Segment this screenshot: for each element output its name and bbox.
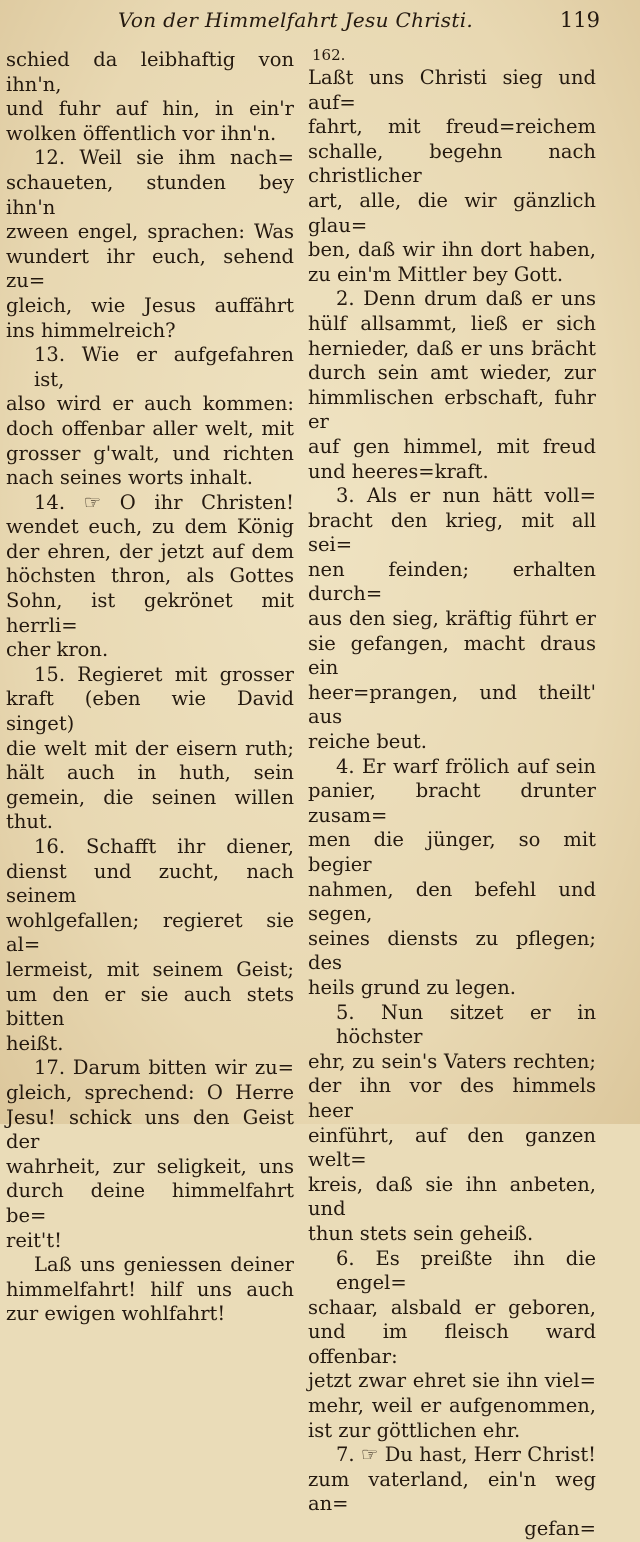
text-line: himmelfahrt! hilf uns auch xyxy=(6,1277,294,1301)
text-line: himmlischen erbschaft, fuhr er xyxy=(308,385,596,434)
text-line: und im fleisch ward offenbar: xyxy=(308,1320,596,1368)
text-line: also wird er auch kommen: xyxy=(6,392,294,416)
verse-start: Laß uns geniessen deiner xyxy=(34,1253,294,1277)
text-line: durch deine himmelfahrt be= xyxy=(6,1179,294,1227)
text-line: wolken öffentlich vor ihn'n. xyxy=(6,121,277,145)
text-line: zween engel, sprachen: Was xyxy=(6,220,294,244)
text-line: dienst und zucht, nach seinem xyxy=(6,859,294,908)
text-line: ehr, zu sein's Vaters rechten; xyxy=(308,1049,596,1073)
text-line: mehr, weil er aufgenommen, xyxy=(308,1394,596,1418)
running-header xyxy=(0,6,640,36)
text-line: thun stets sein geheiß. xyxy=(308,1221,534,1245)
text-line: bracht den krieg, mit all sei= xyxy=(308,508,596,557)
text-line: wundert ihr euch, sehend zu= xyxy=(6,244,294,293)
text-line: Jesu! schick uns den Geist der xyxy=(6,1105,294,1154)
verse-start: 17. Darum bitten wir zu= xyxy=(34,1056,294,1080)
text-line: ben, daß wir ihn dort haben, xyxy=(308,238,596,262)
text-line: reiche beut. xyxy=(308,730,427,754)
verse-start: 14. ☞ O ihr Christen! xyxy=(34,490,294,514)
verse-start: 5. Nun sitzet er in höchster xyxy=(336,1000,596,1049)
text-line: höchsten thron, als Gottes xyxy=(6,564,294,588)
text-line: ins himmelreich? xyxy=(6,318,176,342)
verse-start: 4. Er warf frölich auf sein xyxy=(336,754,596,778)
text-line: gleich, wie Jesus auffährt xyxy=(6,293,294,317)
text-line: gleich, sprechend: O Herre xyxy=(6,1080,294,1104)
text-line: kraft (eben wie David singet) xyxy=(6,687,294,736)
text-line: art, alle, die wir gänzlich glau= xyxy=(308,188,596,237)
page-number: 119 xyxy=(559,8,600,32)
text-line: seines diensts zu pflegen; des xyxy=(308,926,596,975)
text-line: durch sein amt wieder, zur xyxy=(308,361,596,385)
text-line: heils grund zu legen. xyxy=(308,975,516,999)
text-line: schied da leibhaftig von ihn'n, xyxy=(6,48,294,96)
verse-start: 6. Es preißte ihn die engel= xyxy=(336,1246,596,1295)
text-line: zur ewigen wohlfahrt! xyxy=(6,1302,226,1326)
text-line: und heeres=kraft. xyxy=(308,459,489,483)
verse-start: 7. ☞ Du hast, Herr Christ! xyxy=(336,1443,596,1467)
text-line: heer=prangen, und theilt' aus xyxy=(308,680,596,729)
text-line: und fuhr auf hin, in ein'r xyxy=(6,97,294,121)
left-column xyxy=(6,48,294,1327)
text-line: thut. xyxy=(6,810,53,834)
verse-start: 3. Als er nun hätt voll= xyxy=(336,484,596,508)
text-line: nach seines worts inhalt. xyxy=(6,466,253,490)
text-line: wendet euch, zu dem König xyxy=(6,515,294,539)
text-line: die welt mit der eisern ruth; xyxy=(6,736,294,760)
hymn-first-line: Laßt uns Christi sieg und auf= xyxy=(308,66,596,114)
text-line: der ehren, der jetzt auf dem xyxy=(6,539,294,563)
text-line: aus den sieg, kräftig führt er xyxy=(308,607,596,631)
verse-start: 15. Regieret mit grosser xyxy=(34,662,294,686)
text-line: heißt. xyxy=(6,1031,64,1055)
text-line: reit't! xyxy=(6,1228,62,1252)
text-line: schaueten, stunden bey ihn'n xyxy=(6,170,294,219)
text-line: schalle, begehn nach christlicher xyxy=(308,139,596,188)
text-line: jetzt zwar ehret sie ihn viel= xyxy=(308,1369,596,1393)
verse-start: 16. Schafft ihr diener, xyxy=(34,835,294,858)
verse-start: 2. Denn drum daß er uns xyxy=(336,287,596,311)
text-line: ist zur göttlichen ehr. xyxy=(308,1418,521,1442)
text-line: wahrheit, zur seligkeit, uns xyxy=(6,1154,294,1178)
text-line: hülf allsammt, ließ er sich xyxy=(308,311,596,335)
text-line: der ihn vor des himmels heer xyxy=(308,1074,596,1122)
text-line: doch offenbar aller welt, mit xyxy=(6,416,294,440)
text-line: nen feinden; erhalten durch= xyxy=(308,557,596,606)
text-line: einführt, auf den ganzen welt= xyxy=(308,1123,596,1172)
verse-start: 13. Wie er aufgefahren ist, xyxy=(34,343,294,391)
text-line: Sohn, ist gekrönet mit herrli= xyxy=(6,589,294,637)
text-line: gemein, die seinen willen xyxy=(6,785,294,809)
right-column xyxy=(308,46,596,1542)
text-line: sie gefangen, macht draus ein xyxy=(308,631,596,680)
text-line: kreis, daß sie ihn anbeten, und xyxy=(308,1172,596,1221)
text-line: grosser g'walt, und richten xyxy=(6,441,294,465)
text-line: cher kron. xyxy=(6,638,109,662)
text-line: wohlgefallen; regieret sie al= xyxy=(6,908,294,957)
hymn-number: 162. xyxy=(312,46,346,64)
text-line: nahmen, den befehl und segen, xyxy=(308,877,596,926)
text-line: um den er sie auch stets bitten xyxy=(6,982,294,1031)
text-line: auf gen himmel, mit freud xyxy=(308,434,596,458)
text-line: hernieder, daß er uns brächt xyxy=(308,336,596,360)
text-line: panier, bracht drunter zusam= xyxy=(308,779,596,827)
text-line: hält auch in huth, sein xyxy=(6,761,294,785)
catchword: gefan= xyxy=(524,1517,596,1541)
verse-start: 12. Weil sie ihm nach= xyxy=(34,146,294,170)
text-line: fahrt, mit freud=reichem xyxy=(308,115,596,139)
text-line: zu ein'm Mittler bey Gott. xyxy=(308,262,564,286)
text-line: men die jünger, so mit begier xyxy=(308,828,596,876)
text-line: lermeist, mit seinem Geist; xyxy=(6,957,294,981)
text-line: schaar, alsbald er geboren, xyxy=(308,1295,596,1319)
header-title: Von der Himmelfahrt Jesu Christi. xyxy=(118,8,474,32)
text-line: zum vaterland, ein'n weg an= xyxy=(308,1467,596,1516)
